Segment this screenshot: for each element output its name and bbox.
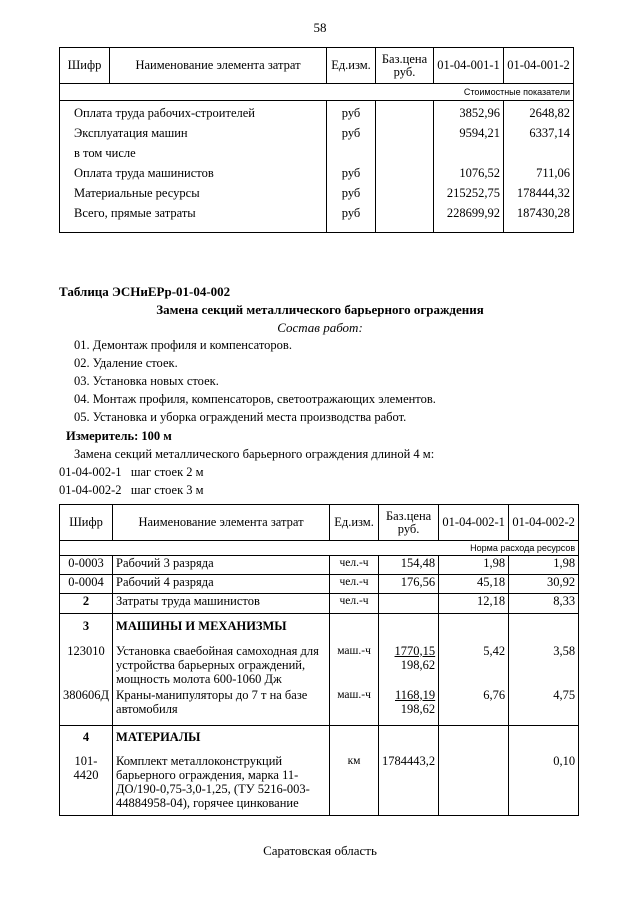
table-row: 0-0004 Рабочий 4 разряда чел.-ч 176,56 45,18 30,92 bbox=[60, 575, 579, 594]
variant-1 bbox=[59, 465, 204, 480]
table-row: 380606Д Краны-манипуляторы до 7 т на базе автомобиля маш.-ч 1168,19 198,62 6,76 4,75 bbox=[60, 688, 579, 726]
table-row: Эксплуатация машин руб 9594,21 6337,14 bbox=[60, 126, 574, 146]
table-row: Всего, прямые затраты руб 228699,92 187430,28 bbox=[60, 206, 574, 233]
col-1-header: 01-04-002-1 bbox=[439, 505, 509, 541]
resource-table bbox=[59, 504, 579, 816]
variant-code: 01-04-002-1 bbox=[59, 465, 122, 479]
variant-text: шаг стоек 3 м bbox=[130, 483, 204, 497]
variant-2 bbox=[59, 483, 204, 498]
variant-text: шаг стоек 2 м bbox=[130, 465, 204, 479]
col-code-header: Шифр bbox=[60, 505, 113, 541]
works-title: Состав работ: bbox=[277, 320, 363, 335]
table-row: 123010 Установка сваебойная самоходная для устройства барьерных ограждений, мощность молота 600-1060 Дж маш.-ч 1770,15 198,62 5,42 3,58 bbox=[60, 638, 579, 688]
meter: Измеритель: 100 м bbox=[66, 429, 172, 443]
table-row: Оплата труда машинистов руб 1076,52 711,06 bbox=[60, 166, 574, 186]
work-item: 04. Монтаж профиля, компенсаторов, светоотражающих элементов. bbox=[74, 392, 436, 406]
col-1-header: 01-04-001-1 bbox=[434, 48, 504, 84]
work-item: 03. Установка новых стоек. bbox=[74, 374, 219, 388]
table-row: 2 Затраты труда машинистов чел.-ч 12,18 8,33 bbox=[60, 594, 579, 614]
col-price-header: Баз.цена руб. bbox=[376, 48, 434, 84]
table-subheader: Стоимостные показатели bbox=[60, 84, 574, 101]
table-row: Оплата труда рабочих-строителей руб 3852,96 2648,82 bbox=[60, 101, 574, 127]
work-item: 02. Удаление стоек. bbox=[74, 356, 178, 370]
col-name-header: Наименование элемента затрат bbox=[110, 48, 327, 84]
table-row: 101-4420 Комплект металлоконструкций барьерного ограждения, марка 11-ДО/190-0,75-3,0-1,25, (ТУ 5216-003-44884958-04), горячее цинкование км 1784443,2 0,10 bbox=[60, 750, 579, 816]
col-unit-header: Ед.изм. bbox=[330, 505, 379, 541]
section-row: 4 МАТЕРИАЛЫ bbox=[60, 726, 579, 750]
section-title: Замена секций металлического барьерного ограждения bbox=[156, 302, 484, 317]
col-name-header: Наименование элемента затрат bbox=[113, 505, 330, 541]
variant-code: 01-04-002-2 bbox=[59, 483, 122, 497]
col-2-header: 01-04-002-2 bbox=[509, 505, 579, 541]
table-row: в том числе bbox=[60, 146, 574, 166]
table-row: 0-0003 Рабочий 3 разряда чел.-ч 154,48 1,98 1,98 bbox=[60, 556, 579, 575]
work-item: 05. Установка и уборка ограждений места производства работ. bbox=[74, 410, 407, 424]
work-item: 01. Демонтаж профиля и компенсаторов. bbox=[74, 338, 292, 352]
col-price-header: Баз.цена руб. bbox=[379, 505, 439, 541]
footer: Саратовская область bbox=[263, 843, 377, 858]
table-row: Материальные ресурсы руб 215252,75 178444,32 bbox=[60, 186, 574, 206]
description: Замена секций металлического барьерного ограждения длиной 4 м: bbox=[74, 447, 435, 461]
page-number: 58 bbox=[313, 20, 327, 35]
col-unit-header: Ед.изм. bbox=[327, 48, 376, 84]
col-2-header: 01-04-001-2 bbox=[504, 48, 574, 84]
table-subheader: Норма расхода ресурсов bbox=[60, 541, 579, 556]
section-row: 3 МАШИНЫ И МЕХАНИЗМЫ bbox=[60, 614, 579, 638]
col-code-header: Шифр bbox=[60, 48, 110, 84]
table-title: Таблица ЭСНиЕРр-01-04-002 bbox=[59, 284, 231, 299]
cost-table bbox=[59, 47, 574, 233]
